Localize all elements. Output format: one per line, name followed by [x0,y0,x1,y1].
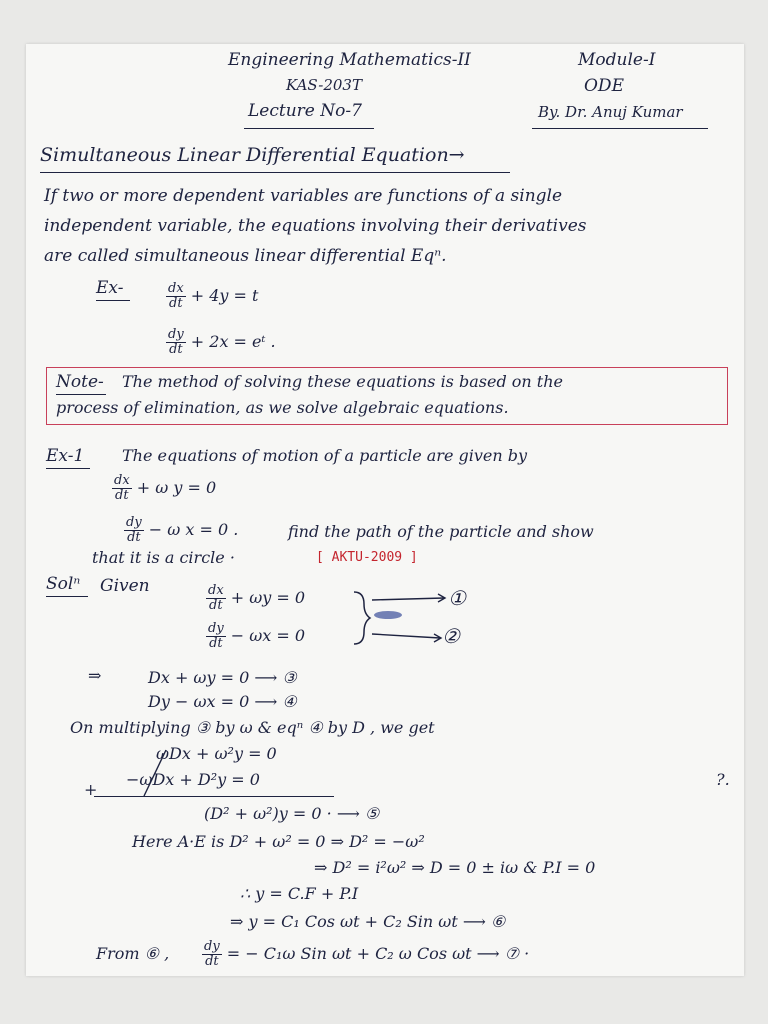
auxiliary-roots: ⇒ D² = i²ω² ⇒ D = 0 ± iω & P.I = 0 [314,858,596,877]
scribble-mark [374,611,402,619]
example-equation-1: $\frac{dx}{dt}$ + 4y = t [168,281,259,311]
given-label: Given [100,576,150,596]
example1-equation-1: $\frac{dx}{dt}$ + ω y = 0 [114,473,217,503]
fraction-dx-dt: $\frac{dx}{dt}$ [168,281,184,311]
fraction-dy-dt: $\frac{dy}{dt}$ [126,515,142,545]
definition-line-3: are called simultaneous linear differential Eqⁿ. [44,246,447,266]
implies-arrow: ⇒ [88,666,102,685]
lecture-number: Lecture No-7 [248,101,362,121]
fraction-dx-dt: $\frac{dx}{dt}$ [208,583,224,613]
multiplied-equation-1: ωDx + ω²y = 0 [156,744,277,763]
equation-tag-2: ② [442,624,460,648]
multiplying-step: On multiplying ③ by ω & eqⁿ ④ by D , we get [70,718,435,737]
example1-equation-2: $\frac{dy}{dt}$ − ω x = 0 . [126,515,239,545]
section-title: Simultaneous Linear Differential Equation→ [40,144,465,166]
example1-label: Ex-1 [46,446,85,466]
example1-line-3: that it is a circle · [92,548,235,567]
arrow-to-tag-2 [372,634,440,638]
arrow-to-tag-1 [372,598,444,600]
module-label: Module-I [578,50,656,70]
fraction-dy-dt: $\frac{dy}{dt}$ [168,327,184,357]
course-code: KAS-203T [286,76,362,94]
definition-line-2: independent variable, the equations involving their derivatives [44,216,587,236]
example-label: Ex- [96,278,124,298]
author-name: By. Dr. Anuj Kumar [538,103,683,121]
combined-equation-5: (D² + ω²)y = 0 · ⟶ ⑤ [204,804,380,823]
fraction-dy-dt: $\frac{dy}{dt}$ [208,621,224,651]
fraction-dx-dt: $\frac{dx}{dt}$ [114,473,130,503]
cancel-strike [144,750,166,796]
handwritten-strokes [26,44,744,976]
derivative-equation-7: $\frac{dy}{dt}$ = − C₁ω Sin ωt + C₂ ω Cos ωt ⟶ ⑦ · [204,939,530,969]
course-title: Engineering Mathematics-II [228,50,471,70]
multiplied-equation-2: −ωDx + D²y = 0 [126,770,260,789]
equation-tag-1: ① [448,586,466,610]
operator-equation-4: Dy − ωx = 0 ⟶ ④ [148,692,297,711]
example1-line-2-tail: find the path of the particle and show [288,522,594,541]
given-equation-1: $\frac{dx}{dt}$ + ωy = 0 [208,583,306,613]
topic-label: ODE [584,76,624,96]
solution-label: Solⁿ [46,574,81,594]
plus-sign: + [84,780,98,799]
general-solution-6: ⇒ y = C₁ Cos ωt + C₂ Sin ωt ⟶ ⑥ [230,912,506,931]
aktu-reference: [ AKTU-2009 ] [316,550,418,565]
example1-line-1: The equations of motion of a particle are given by [122,446,528,465]
operator-equation-3: Dx + ωy = 0 ⟶ ③ [148,668,297,687]
brace-mark [354,592,370,644]
notebook-page [26,44,744,976]
note-line-2: process of elimination, as we solve algebraic equations. [56,398,509,417]
given-equation-2: $\frac{dy}{dt}$ − ωx = 0 [208,621,306,651]
margin-mark: ?. [716,770,730,789]
from-equation-6: From ⑥ , [96,944,170,963]
example-equation-2: $\frac{dy}{dt}$ + 2x = eᵗ . [168,327,276,357]
definition-line-1: If two or more dependent variables are functions of a single [44,186,563,206]
note-line-1: The method of solving these equations is based on the [122,372,563,391]
general-solution-form: ∴ y = C.F + P.I [240,884,359,903]
note-label: Note- [56,372,104,392]
fraction-dy-dt: $\frac{dy}{dt}$ [204,939,220,969]
auxiliary-equation: Here A·E is D² + ω² = 0 ⇒ D² = −ω² [132,832,425,851]
